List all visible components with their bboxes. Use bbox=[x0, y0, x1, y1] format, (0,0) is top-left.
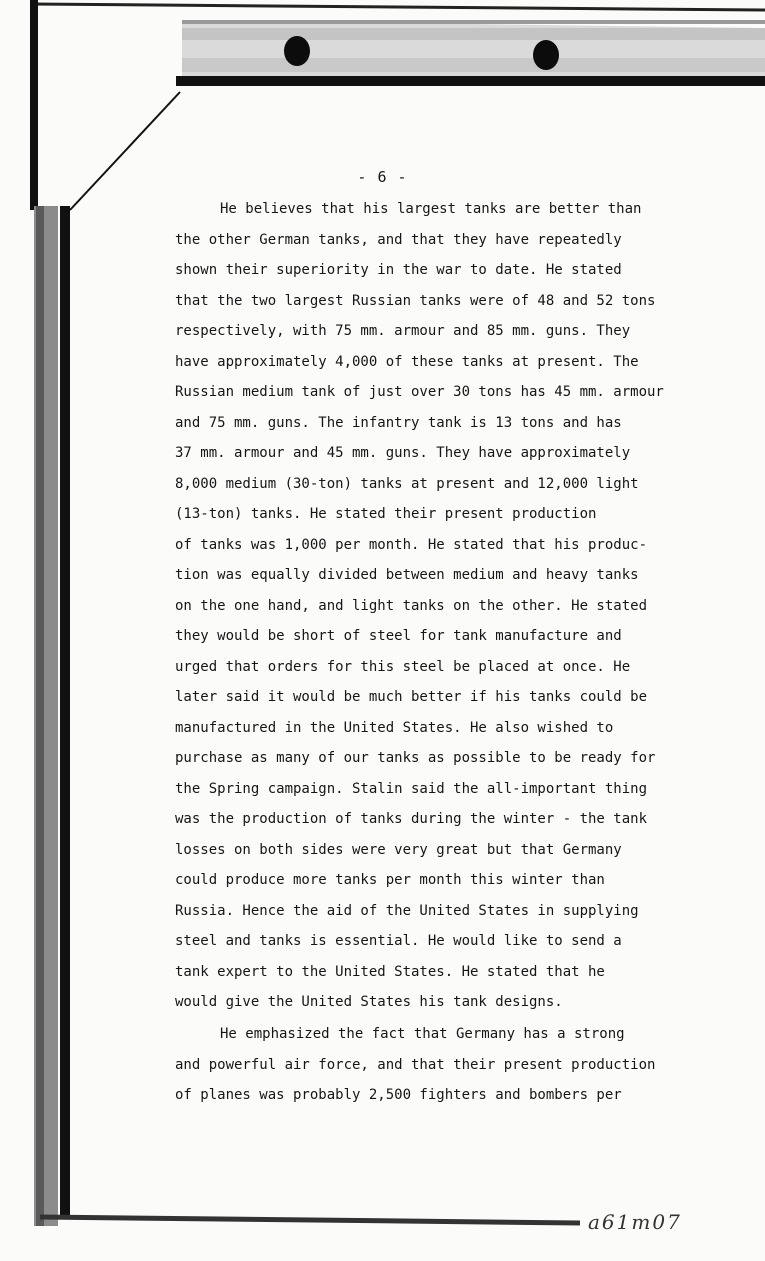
text-line: tank expert to the United States. He stated that he bbox=[175, 963, 605, 980]
paragraph-air-force bbox=[175, 1019, 655, 1111]
text-line: He emphasized the fact that Germany has a strong bbox=[220, 1026, 625, 1042]
text-line: the other German tanks, and that they have repeatedly bbox=[175, 231, 622, 248]
text-line: of planes was probably 2,500 fighters and bombers per bbox=[175, 1087, 622, 1103]
text-line: later said it would be much better if his tanks could be bbox=[175, 689, 648, 705]
page-number: - 6 - bbox=[357, 168, 408, 186]
text-line: Russian medium tank of just over 30 tons has 45 mm. armour bbox=[175, 384, 664, 400]
text-line: could produce more tanks per month this winter than bbox=[175, 872, 605, 888]
text-line: respectively, with 75 mm. armour and 85 mm. guns. They bbox=[175, 323, 631, 339]
text-line: was the production of tanks during the winter - the tank bbox=[175, 811, 648, 827]
text-line: they would be short of steel for tank manufacture and bbox=[175, 628, 622, 644]
punch-hole-right bbox=[533, 40, 559, 70]
text-line: 8,000 medium (30-ton) tanks at present and 12,000 light bbox=[175, 475, 639, 492]
text-line: tion was equally divided between medium and heavy tanks bbox=[175, 567, 639, 583]
text-line: on the one hand, and light tanks on the other. He stated bbox=[175, 597, 648, 614]
scan-top-edge bbox=[0, 0, 765, 90]
text-line: would give the United States his tank designs. bbox=[175, 994, 563, 1010]
text-line: (13-ton) tanks. He stated their present production bbox=[175, 506, 597, 522]
text-line: urged that orders for this steel be placed at once. He bbox=[175, 658, 631, 675]
text-line: He believes that his largest tanks are better than bbox=[220, 201, 642, 217]
text-line: of tanks was 1,000 per month. He stated that his produc- bbox=[175, 536, 648, 553]
text-line: have approximately 4,000 of these tanks at present. The bbox=[175, 353, 639, 370]
text-line: and 75 mm. guns. The infantry tank is 13 tons and has bbox=[175, 414, 622, 431]
paragraph-tanks bbox=[175, 194, 664, 1018]
punch-hole-left bbox=[284, 36, 310, 66]
handwritten-annotation: a61m07 bbox=[588, 1210, 682, 1234]
text-line: manufactured in the United States. He also wished to bbox=[175, 719, 614, 736]
text-line: 37 mm. armour and 45 mm. guns. They have approximately bbox=[175, 445, 631, 461]
text-line: steel and tanks is essential. He would like to send a bbox=[175, 933, 622, 949]
scan-bottom-edge bbox=[40, 1213, 580, 1227]
text-line: Russia. Hence the aid of the United States in supplying bbox=[175, 902, 639, 919]
text-line: and powerful air force, and that their present production bbox=[175, 1056, 656, 1073]
text-line: the Spring campaign. Stalin said the all-important thing bbox=[175, 780, 648, 797]
text-line: losses on both sides were very great but that Germany bbox=[175, 841, 622, 858]
text-line: purchase as many of our tanks as possible to be ready for bbox=[175, 750, 656, 766]
text-line: shown their superiority in the war to date. He stated bbox=[175, 262, 622, 278]
text-line: that the two largest Russian tanks were of 48 and 52 tons bbox=[175, 292, 656, 309]
